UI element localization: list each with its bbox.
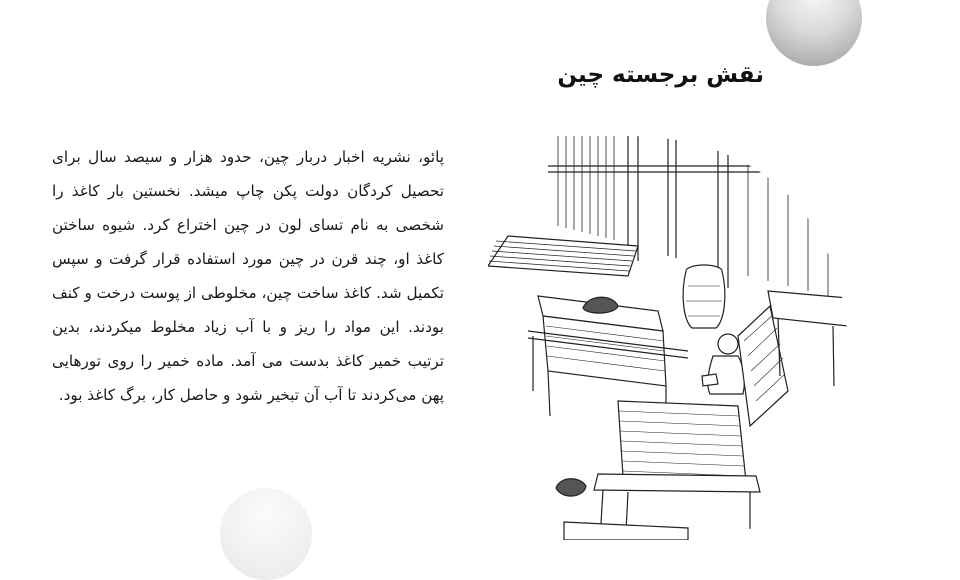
slide-body-text: پائو، نشریه اخبار دربار چین، حدود هزار و سیصد سال برای تحصیل کردگان دولت پکن چاپ میشد. نخستین بار کاغذ را شخصی به نام تسای لون در چین اختراع کرد. شیوه ساختن کاغذ او، چند قرن در چین مورد استفاده قرار گرفت و سپس تکمیل شد. کاغذ ساخت چین، مخلوطی از پوست درخت و کنف بودند. این مواد را ریز و با آب زیاد مخلوط میکردند، بدین ترتیب خمیر کاغذ بدست می آمد. ماده خمیر را روی تورهایی پهن می‌کردند تا آب آن تبخیر شود و حاصل کار، برگ کاغذ بود. — [52, 148, 444, 404]
slide-title: نقش برجسته چین — [557, 62, 764, 88]
decorative-circle-top — [766, 0, 862, 66]
decorative-circle-bottom — [220, 488, 312, 580]
papermaking-illustration — [488, 136, 848, 540]
